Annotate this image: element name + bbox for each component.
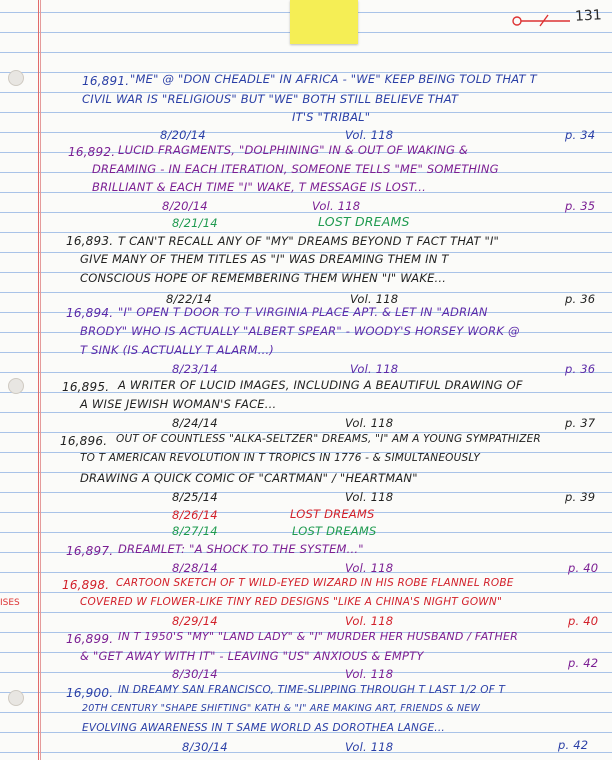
margin-note: ISES xyxy=(0,598,20,608)
entry-text-line: GIVE MANY OF THEM TITLES AS "I" WAS DREAMING THEM IN T xyxy=(80,252,449,266)
entry-page: p. 42 xyxy=(568,656,599,670)
entry-date: 8/28/14 xyxy=(172,561,218,575)
entry-volume: Vol. 118 xyxy=(345,667,394,681)
entry-number: 16,893. xyxy=(66,234,114,248)
entry-text-line: BRODY" WHO IS ACTUALLY "ALBERT SPEAR" - WOODY'S HORSEY WORK @ xyxy=(80,324,520,338)
entry-text-line: IT'S "TRIBAL" xyxy=(292,110,371,124)
entry-text-line: 20TH CENTURY "SHAPE SHIFTING" KATH & "I" ARE MAKING ART, FRIENDS & NEW xyxy=(82,703,481,714)
entry-number: 16,894. xyxy=(66,306,114,320)
entry-page: p. 34 xyxy=(565,128,596,142)
entry-page: p. 36 xyxy=(565,362,596,376)
entry-date: 8/21/14 xyxy=(172,216,218,230)
page-number: 131 xyxy=(574,7,603,25)
entry-text-line: DREAMLET: "A SHOCK TO THE SYSTEM..." xyxy=(118,542,364,556)
entry-text-line: CONSCIOUS HOPE OF REMEMBERING THEM WHEN "I" WAKE... xyxy=(80,271,447,285)
entry-date: 8/24/14 xyxy=(172,416,218,430)
entry-text-line: EVOLVING AWARENESS IN T SAME WORLD AS DOROTHEA LANGE... xyxy=(82,722,445,734)
entry-number: 16,896. xyxy=(60,434,108,448)
binder-hole-top xyxy=(8,70,24,86)
entry-date: 8/29/14 xyxy=(172,614,218,628)
entry-text-line: BRILLIANT & EACH TIME "I" WAKE, T MESSAGE IS LOST... xyxy=(92,180,426,194)
sticky-note xyxy=(290,0,358,44)
entry-date: 8/26/14 xyxy=(172,508,218,522)
red-scribble-mark xyxy=(512,12,572,28)
entry-page: p. 39 xyxy=(565,490,596,504)
entry-volume: Vol. 118 xyxy=(312,199,361,213)
binder-hole-middle xyxy=(8,378,24,394)
entry-text-line: DRAWING A QUICK COMIC OF "CARTMAN" / "HEARTMAN" xyxy=(80,471,418,485)
entry-page: p. 35 xyxy=(565,199,596,213)
entry-volume: Vol. 118 xyxy=(345,416,394,430)
entry-text-line: A WRITER OF LUCID IMAGES, INCLUDING A BEAUTIFUL DRAWING OF xyxy=(118,378,523,392)
entry-number: 16,892. xyxy=(68,145,116,159)
lost-dreams-label: LOST DREAMS xyxy=(318,214,410,229)
entry-text-line: "ME" @ "DON CHEADLE" IN AFRICA - "WE" KEEP BEING TOLD THAT T xyxy=(130,72,537,86)
entry-text-line: TO T AMERICAN REVOLUTION IN T TROPICS IN 1776 - & SIMULTANEOUSLY xyxy=(80,452,481,464)
entry-page: p. 40 xyxy=(568,561,599,575)
entry-volume: Vol. 118 xyxy=(345,614,394,628)
entry-volume: Vol. 118 xyxy=(345,128,394,142)
entry-number: 16,898. xyxy=(62,578,110,592)
entry-date: 8/25/14 xyxy=(172,490,218,504)
entry-volume: Vol. 118 xyxy=(350,362,399,376)
entry-text-line: T CAN'T RECALL ANY OF "MY" DREAMS BEYOND T FACT THAT "I" xyxy=(118,234,500,248)
entry-text-line: COVERED W FLOWER-LIKE TINY RED DESIGNS "LIKE A CHINA'S NIGHT GOWN" xyxy=(80,596,502,608)
entry-date: 8/30/14 xyxy=(172,667,218,681)
entry-date: 8/20/14 xyxy=(162,199,208,213)
entry-page: p. 36 xyxy=(565,292,596,306)
entry-text-line: T SINK (IS ACTUALLY T ALARM...) xyxy=(80,343,274,357)
lost-dreams-label: LOST DREAMS xyxy=(292,524,377,538)
entry-volume: Vol. 118 xyxy=(345,490,394,504)
lost-dreams-label: LOST DREAMS xyxy=(290,507,375,521)
entry-date: 8/23/14 xyxy=(172,362,218,376)
entry-number: 16,891. xyxy=(82,74,130,88)
entry-date: 8/20/14 xyxy=(160,128,206,142)
entry-volume: Vol. 118 xyxy=(345,561,394,575)
binder-hole-bottom xyxy=(8,690,24,706)
entry-date: 8/27/14 xyxy=(172,524,218,538)
entry-text-line: "I" OPEN T DOOR TO T VIRGINIA PLACE APT. & LET IN "ADRIAN xyxy=(118,305,488,319)
entry-text-line: CIVIL WAR IS "RELIGIOUS" BUT "WE" BOTH STILL BELIEVE THAT xyxy=(82,92,459,106)
entry-number: 16,900. xyxy=(66,686,114,700)
entry-text-line: A WISE JEWISH WOMAN'S FACE... xyxy=(80,397,277,411)
entry-number: 16,899. xyxy=(66,632,114,646)
margin-line xyxy=(38,0,39,760)
entry-page: p. 40 xyxy=(568,614,599,628)
entry-date: 8/22/14 xyxy=(166,292,212,306)
entry-number: 16,895. xyxy=(62,380,110,394)
entry-page: p. 42 xyxy=(558,738,589,752)
entry-text-line: IN DREAMY SAN FRANCISCO, TIME-SLIPPING THROUGH T LAST 1/2 OF T xyxy=(118,684,506,696)
entry-text-line: CARTOON SKETCH OF T WILD-EYED WIZARD IN HIS ROBE FLANNEL ROBE xyxy=(116,577,514,589)
entry-date: 8/30/14 xyxy=(182,740,228,754)
entry-volume: Vol. 118 xyxy=(350,292,399,306)
entry-volume: Vol. 118 xyxy=(345,740,394,754)
entry-page: p. 37 xyxy=(565,416,596,430)
entry-text-line: LUCID FRAGMENTS, "DOLPHINING" IN & OUT OF WAKING & xyxy=(118,143,469,157)
entry-number: 16,897. xyxy=(66,544,114,558)
entry-text-line: OUT OF COUNTLESS "ALKA-SELTZER" DREAMS, "I" AM A YOUNG SYMPATHIZER xyxy=(116,433,541,445)
entry-text-line: DREAMING - IN EACH ITERATION, SOMEONE TELLS "ME" SOMETHING xyxy=(92,162,499,176)
margin-line-inner xyxy=(40,0,41,760)
entry-text-line: & "GET AWAY WITH IT" - LEAVING "US" ANXIOUS & EMPTY xyxy=(80,649,424,663)
entry-text-line: IN T 1950'S "MY" "LAND LADY" & "I" MURDER HER HUSBAND / FATHER xyxy=(118,630,519,643)
